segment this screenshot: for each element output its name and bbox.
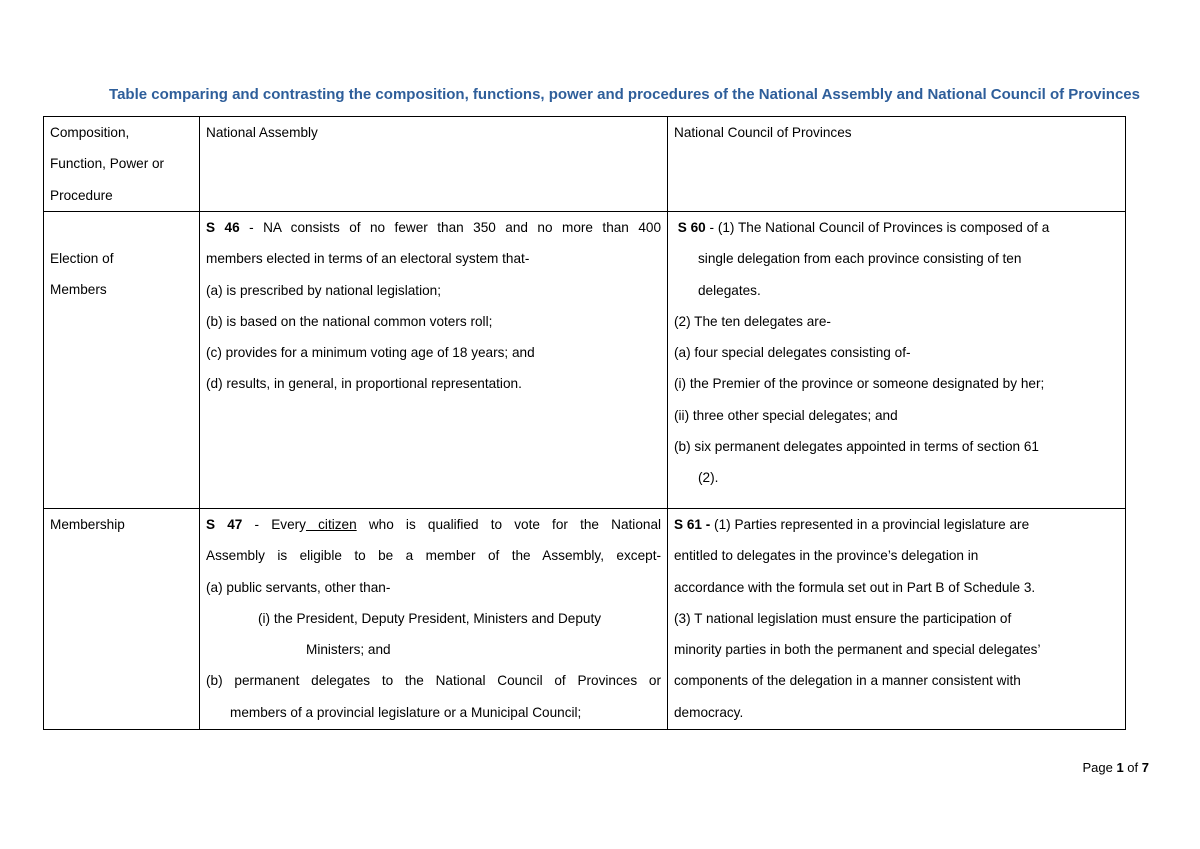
page-title: Table comparing and contrasting the composition, functions, power and procedures of the National Assembly and National Council of Provinces [109, 86, 1140, 103]
ncop-s60-first-line: S 60 - (1) The National Council of Provinces is composed of a [677, 220, 1050, 235]
table-header-row [44, 117, 1126, 212]
na-s47-first-line: S 47 - Every citizen who is qualified to vote for the National [206, 517, 662, 532]
row-label-election: Election of Members [44, 212, 200, 509]
na-s46-first-line: S 46 - NA consists of no fewer than 350 and no more than 400 [206, 220, 661, 235]
cell-membership-ncop: S 61 - (1) Parties represented in a provincial legislature are entitled to delegates in the province’s delegation in accordance with the formula set out in Part B of Schedule 3. (3) T national legislation must ensure the participation of minority parties in both the permanent and special delegates’ components of the delegation in a manner consistent with democracy. [668, 509, 1126, 730]
page-number: Page 1 of 7 [1082, 760, 1149, 775]
cell-election-na: S 46 - NA consists of no fewer than 350 and no more than 400 members elected in terms of an electoral system that- (a) is prescribed by national legislation; (b) is based on the national common voters roll; (c) provides for a minimum voting age of 18 years; and (d) results, in general, in proportional representation. [200, 212, 668, 509]
header-cell-ncop: National Council of Provinces [668, 117, 1126, 212]
cell-membership-na: S 47 - Every citizen who is qualified to vote for the National Assembly is eligible to be a member of the Assembly, except- (a) public servants, other than- (i) the President, Deputy President, Ministers and Deputy Ministers; and (b) permanent delegates to the National Council of Provinces or members of a provincial legislature or a Municipal Council; [200, 509, 668, 730]
header-cell-national-assembly: National Assembly [200, 117, 668, 212]
table-row-membership [44, 509, 1126, 730]
row-label-membership: Membership [44, 509, 200, 730]
table-row-election [44, 212, 1126, 509]
comparison-table [43, 116, 1126, 730]
ncop-s61-first-line: S 61 - (1) Parties represented in a provincial legislature are [674, 517, 1030, 532]
header-cell-category: Composition, Function, Power or Procedure [44, 117, 200, 212]
cell-election-ncop: S 60 - (1) The National Council of Provinces is composed of a single delegation from each province consisting of ten delegates. (2) The ten delegates are- (a) four special delegates consisting of- (i) the Premier of the province or someone designated by her; (ii) three other special delegates; and (b) six permanent delegates appointed in terms of section 61 (2). [668, 212, 1126, 509]
